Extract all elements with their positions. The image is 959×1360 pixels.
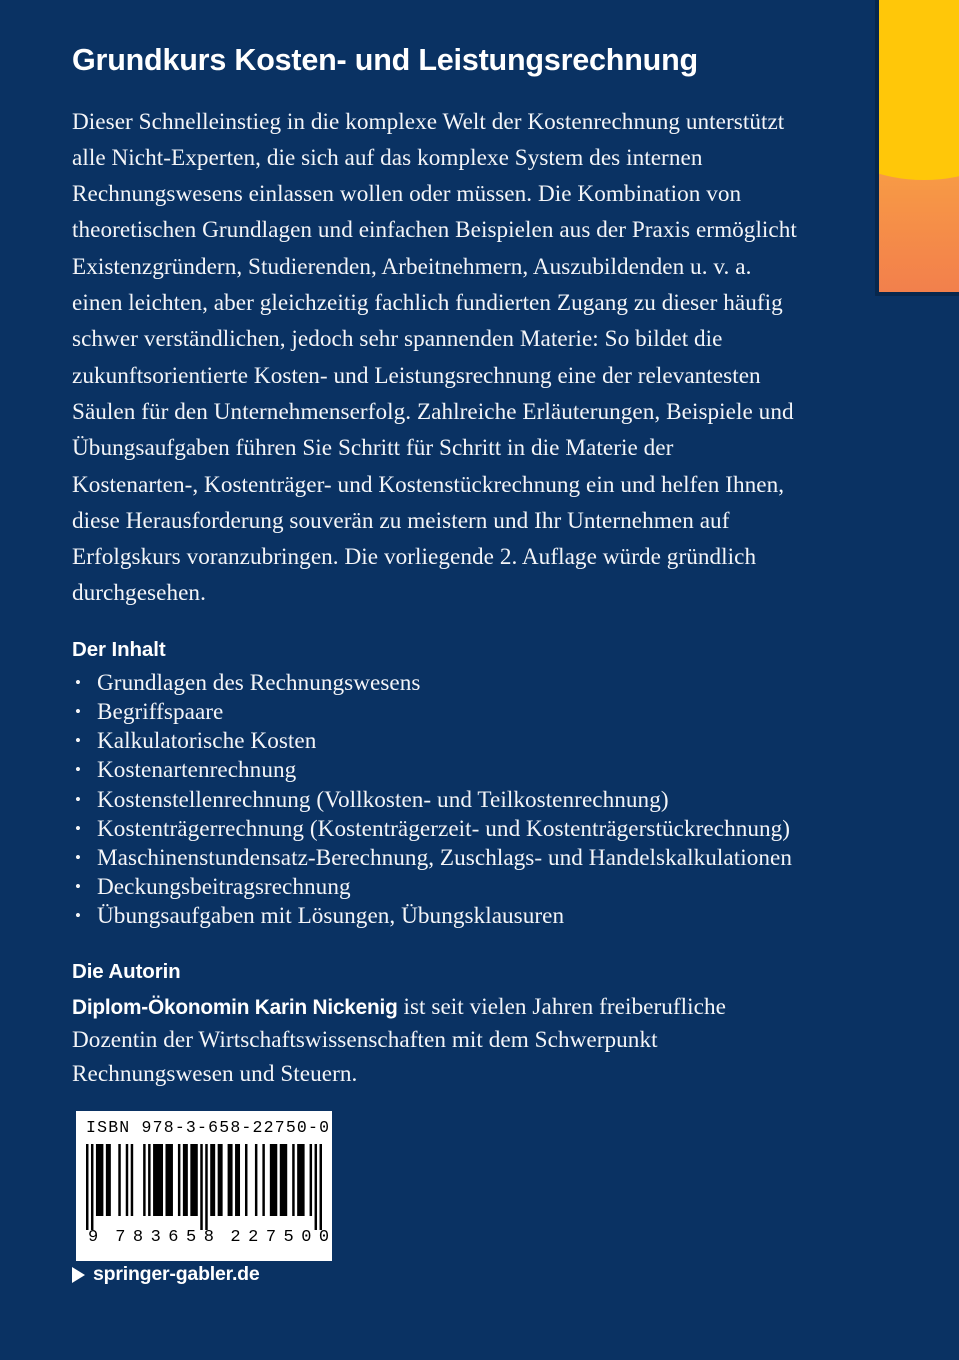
ean-lead-digit: 9 <box>88 1227 99 1247</box>
author-bio <box>72 991 797 1092</box>
accent-arc-decoration <box>879 0 959 180</box>
list-item: • Deckungsbeitragsrechnung <box>72 873 797 902</box>
list-item: • Kostenartenrechnung <box>72 756 797 785</box>
blurb-paragraph: Dieser Schnelleinstieg in die komplexe Welt der Kostenrechnung unterstützt alle Nicht-Experten, die sich auf das komplexe System des internen Rechnungswesens einlassen wollen oder müssen. Die Kombination von theoretischen Grundlagen und einfachen Beispielen aus der Praxis ermöglicht Existenzgründern, Studierenden, Arbeitnehmern, Auszubildenden u. v. a. einen leichten, aber gleichzeitig fachlich fundierten Zugang zu dieser häufig schwer verständlichen, jedoch sehr spannenden Materie: So bildet die zukunftsorientierte Kosten- und Leistungsrechnung eine der relevantesten Säulen für den Unternehmenserfolg. Zahlreiche Erläuterungen, Beispiele und Übungsaufgaben führen Sie Schritt für Schritt in die Materie der Kostenarten-, Kostenträger- und Kostenstückrechnung ein und helfen Ihnen, diese Herausforderung souverän zu meistern und Ihr Unternehmen auf Erfolgskurs voranzubringen. Die vorliegende 2. Auflage würde gründlich durchgesehen. <box>72 108 797 607</box>
accent-strip <box>879 0 959 292</box>
play-triangle-icon <box>72 1267 85 1283</box>
list-item: • Übungsaufgaben mit Lösungen, Übungsklausuren <box>72 902 797 931</box>
ean-right-group: 227500 <box>230 1227 337 1247</box>
ean-left-group: 783658 <box>115 1227 222 1247</box>
isbn-barcode <box>76 1111 337 1261</box>
contents-heading: Der Inhalt <box>72 637 166 661</box>
author-heading: Die Autorin <box>72 959 181 983</box>
list-item: • Kostenträgerrechnung (Kostenträgerzeit- und Kostenträgerstückrechnung) <box>72 815 797 844</box>
barcode-bars-icon <box>86 1144 322 1230</box>
imprint-link[interactable] <box>72 1263 260 1286</box>
list-item: • Kalkulatorische Kosten <box>72 727 797 756</box>
cover-content <box>72 44 797 1091</box>
imprint-label: springer-gabler.de <box>93 1263 260 1285</box>
list-item: • Begriffspaare <box>72 698 797 727</box>
accent-strip-shadow-bottom <box>879 292 959 296</box>
isbn-number: ISBN 978-3-658-22750-0 <box>86 1118 331 1137</box>
page-title: Grundkurs Kosten- und Leistungsrechnung <box>72 43 698 77</box>
contents-list <box>72 669 797 932</box>
list-item: • Grundlagen des Rechnungswesens <box>72 669 797 698</box>
list-item: • Kostenstellenrechnung (Vollkosten- und Teilkostenrechnung) <box>72 786 797 815</box>
author-name: Diplom-Ökonomin Karin Nickenig <box>72 995 398 1019</box>
list-item: • Maschinenstundensatz-Berechnung, Zuschlags- und Handelskalkulationen <box>72 844 797 873</box>
barcode-digits <box>86 1227 337 1247</box>
author-description: ist seit vielen Jahren freiberufliche Dozentin der Wirtschaftswissenschaften mit dem Schwerpunkt Rechnungswesen und Steuern. <box>72 993 726 1087</box>
